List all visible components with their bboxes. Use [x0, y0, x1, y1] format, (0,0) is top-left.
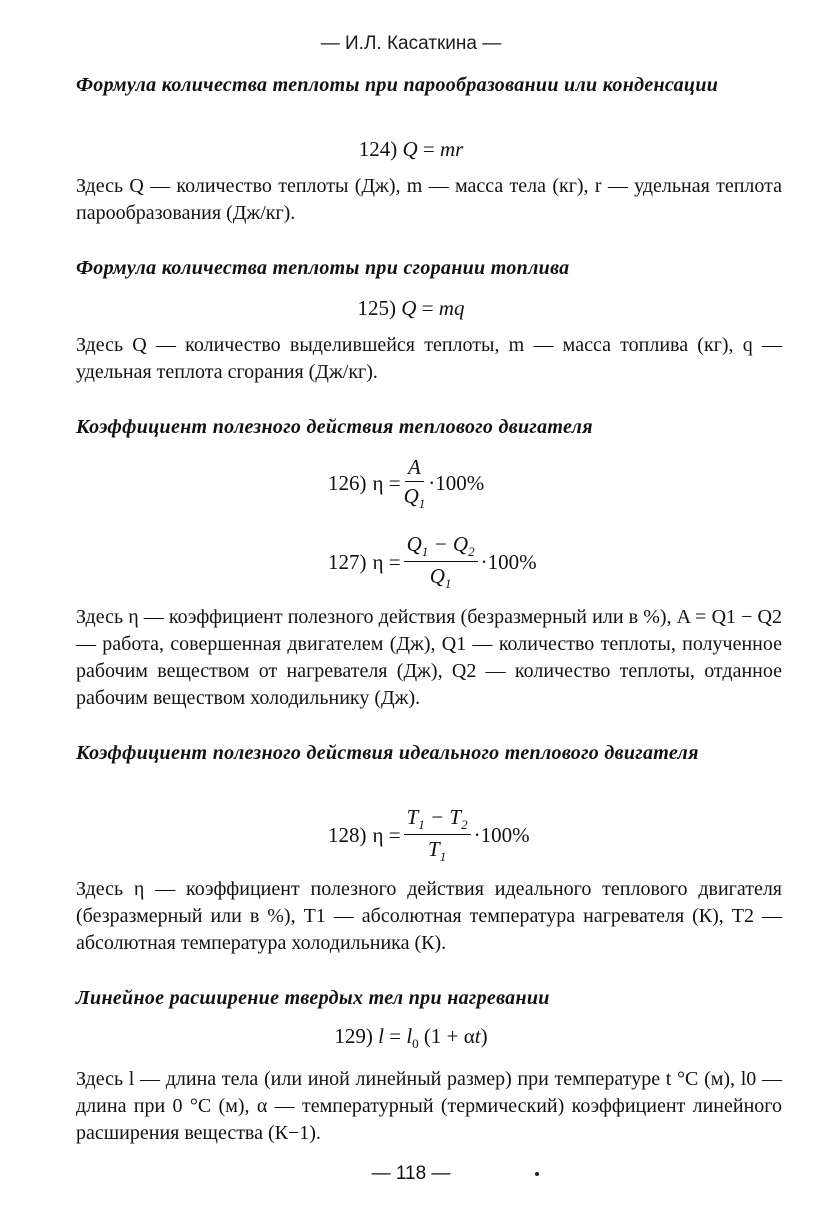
- formula-number: 127): [328, 549, 367, 574]
- formula-125: 125) Q = mq: [357, 296, 465, 320]
- paragraph-efficiency: Здесь η — коэффициент полезного действия (безразмерный или в %), A = Q1 − Q2 — работа, совершенная двигателем (Дж), Q1 — количество теплоты, полученное рабочим веществом от нагревателя (Дж), Q2 — количество теплоты, отданное рабочим веществом холодильнику (Дж).: [76, 606, 782, 709]
- paragraph-combustion: Здесь Q — количество выделившейся теплоты, m — масса топлива (кг), q — удельная теплота сгорания (Дж/кг).: [76, 334, 782, 383]
- heading-vaporization: Формула количества теплоты при парообразовании или конденсации: [76, 74, 719, 96]
- formula-number: 128): [328, 822, 367, 847]
- formula-number: 124): [358, 137, 398, 161]
- formula-126: 126) η = $\frac{A}{Q_1}$ ·100%: [328, 455, 485, 512]
- paragraph-ideal-efficiency: Здесь η — коэффициент полезного действия идеального теплового двигателя (безразмерный или в %), T1 — абсолютная температура нагревателя (К), T2 — абсолютная температура холодильника (К).: [76, 878, 782, 954]
- formula-number: 126): [328, 471, 367, 496]
- heading-efficiency: Коэффициент полезного действия теплового двигателя: [76, 416, 593, 438]
- formula-number: 129): [334, 1024, 373, 1048]
- formula-number: 125): [357, 296, 397, 320]
- formula-124: 124) Q = mr: [358, 137, 464, 161]
- formula-127: 127) η = $\frac{Q_1 - Q_2}{Q_1}$ ·100%: [328, 532, 537, 592]
- print-speck: [535, 1172, 539, 1176]
- heading-ideal-efficiency: Коэффициент полезного действия идеального теплового двигателя: [76, 742, 699, 764]
- formula-128: 128) η = $\frac{T_1 - T_2}{T_1}$ ·100%: [328, 805, 530, 865]
- formula-129: 129) $l = l_0$ (1 + αt): [334, 1024, 488, 1052]
- page-number: — 118 —: [371, 1163, 451, 1184]
- paragraph-linear-expansion: Здесь l — длина тела (или иной линейный размер) при температуре t °C (м), l0 — длина при 0 °C (м), α — температурный (термический) коэффициент линейного расширения вещества (К−1).: [76, 1068, 782, 1144]
- paragraph-vaporization: Здесь Q — количество теплоты (Дж), m — масса тела (кг), r — удельная теплота парообразования (Дж/кг).: [76, 175, 782, 224]
- running-header: — И.Л. Касаткина —: [320, 33, 502, 54]
- heading-combustion: Формула количества теплоты при сгорании топлива: [76, 257, 570, 279]
- heading-linear-expansion: Линейное расширение твердых тел при нагревании: [76, 987, 550, 1009]
